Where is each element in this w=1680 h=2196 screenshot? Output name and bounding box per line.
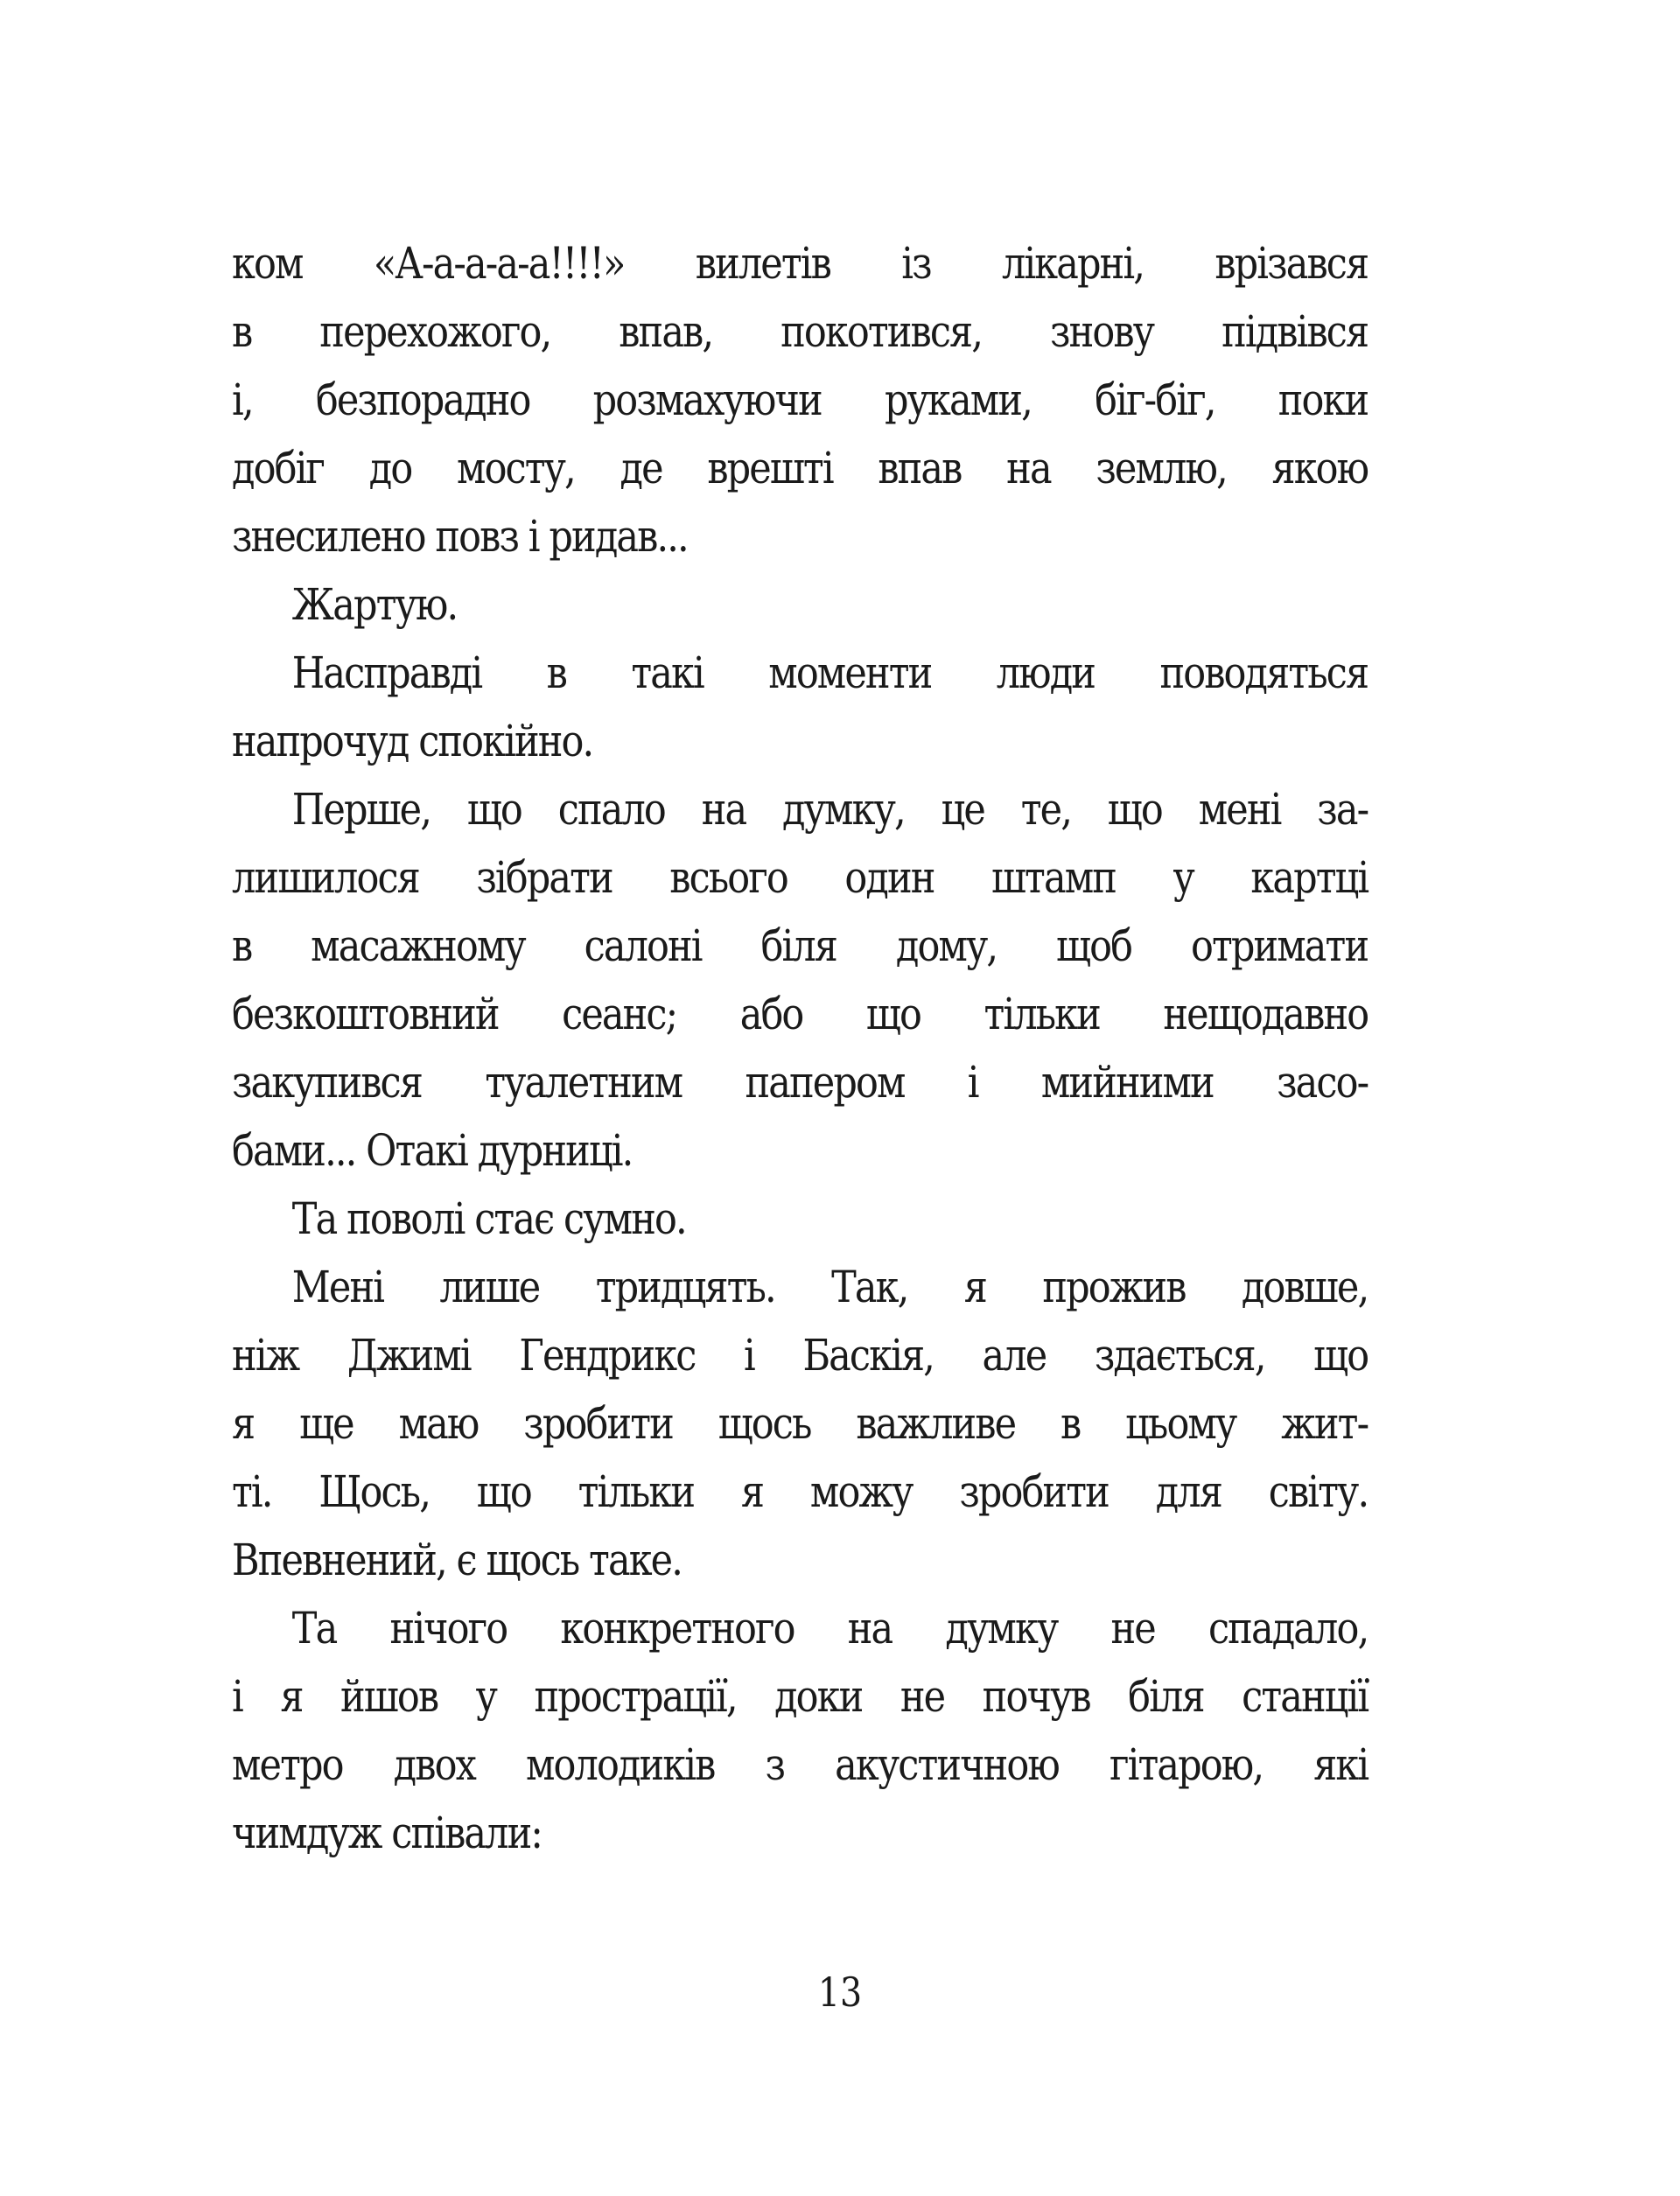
paragraph-start-line: Насправді в такі моменти люди поводяться xyxy=(291,647,1368,698)
text-line: ті. Щось, що тільки я можу зробити для світу. xyxy=(232,1466,1368,1517)
paragraph-start-line: Перше, що спало на думку, це те, що мені за- xyxy=(291,784,1368,835)
text-line: ком «А-а-а-а-а!!!!» вилетів із лікарні, врізався xyxy=(232,238,1368,289)
text-line: бами... Отакі дурниці. xyxy=(232,1125,633,1176)
text-line: напрочуд спокійно. xyxy=(232,716,593,766)
text-line: я ще маю зробити щось важливе в цьому жит- xyxy=(232,1398,1368,1449)
text-line: і я йшов у прострації, доки не почув біля станції xyxy=(232,1671,1368,1722)
text-line: Впевнений, є щось таке. xyxy=(232,1535,682,1585)
text-line: безкоштовний сеанс; або що тільки нещодавно xyxy=(232,989,1368,1039)
text-line: знесилено повз і ридав... xyxy=(232,511,688,562)
text-line: в масажному салоні біля дому, щоб отримати xyxy=(232,920,1368,971)
text-line: лишилося зібрати всього один штамп у картці xyxy=(232,852,1368,903)
text-line: ніж Джимі Гендрикс і Баскія, але здається, що xyxy=(232,1330,1368,1381)
text-line: добіг до мосту, де врешті впав на землю, якою xyxy=(232,443,1368,493)
text-line: в перехожого, впав, покотився, знову підвівся xyxy=(232,306,1368,357)
paragraph-start-line: Жартую. xyxy=(291,579,458,630)
page-number: 13 xyxy=(817,1969,863,2016)
paragraph-start-line: Та нічого конкретного на думку не спадало, xyxy=(291,1603,1368,1654)
paragraph-start-line: Та поволі стає сумно. xyxy=(291,1193,686,1244)
text-line: чимдуж співали: xyxy=(232,1808,542,1858)
paragraph-start-line: Мені лише тридцять. Так, я прожив довше, xyxy=(291,1262,1368,1312)
book-page-text xyxy=(232,229,1368,1867)
text-line: закупився туалетним папером і мийними засо- xyxy=(232,1057,1368,1108)
text-line: і, безпорадно розмахуючи руками, біг-біг, поки xyxy=(232,374,1368,425)
text-line: метро двох молодиків з акустичною гітарою, які xyxy=(232,1739,1368,1790)
